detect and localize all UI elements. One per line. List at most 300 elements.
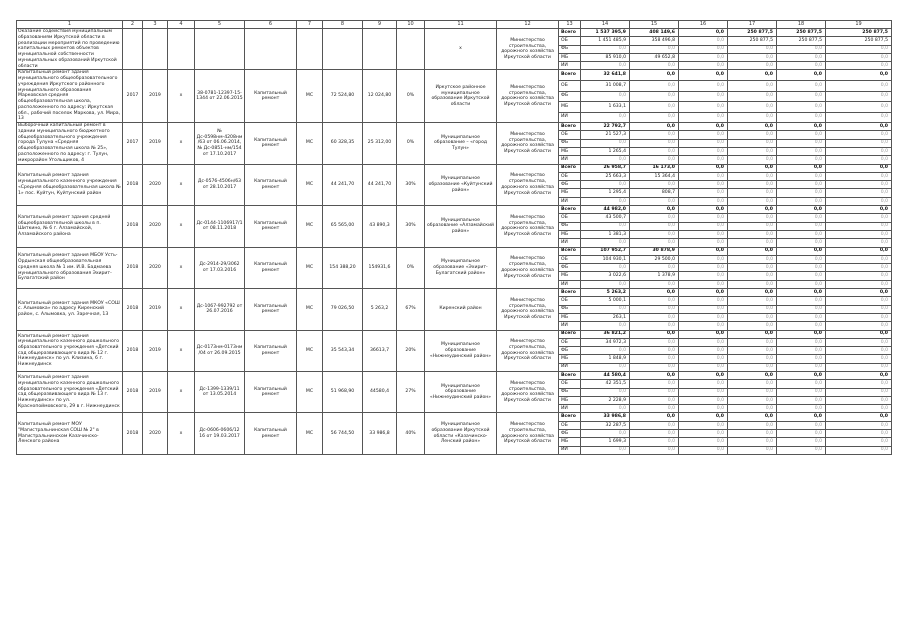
funding-amount-cell: 21 527,3 [581,131,630,139]
funding-amount-cell: 0,0 [777,388,826,396]
funding-source-label: Всего [559,206,581,214]
funding-amount-cell: 0,0 [728,289,777,297]
funding-amount-cell: 0,0 [826,272,892,280]
project-description: Оказание содействия муниципальным образованиям Иркутской области в реализации мероприятий по проведению капитальных ремонтов объектов муниципальной собственности муниципальных образований Иркутской области [17,29,123,70]
funding-amount-cell: 0,0 [826,430,892,438]
funding-amount-cell: 0,0 [777,355,826,363]
funding-amount-cell: 0,0 [777,45,826,53]
municipality: Муниципальное образование «Нижнеудинский район» [425,372,497,413]
funding-amount-cell: 0,0 [728,147,777,155]
funding-amount-cell: 0,0 [630,206,679,214]
ownership-form: МС [297,372,323,413]
readiness-percent: 27% [397,372,425,413]
funding-amount-cell: 0,0 [630,330,679,338]
column-number-cell: 5 [195,21,245,29]
funding-amount-cell: 808,7 [630,189,679,197]
funding-amount-cell: 0,0 [728,70,777,81]
funding-amount-cell: 250 877,5 [728,37,777,45]
funding-amount-cell: 0,0 [630,264,679,272]
estimated-cost: 51 968,90 [323,372,363,413]
funding-source-label: МБ [559,230,581,238]
funding-amount-cell: 5 000,1 [581,297,630,305]
funding-amount-cell: 0,0 [679,70,728,81]
funding-amount-cell: 0,0 [679,247,728,255]
work-type: Капитальный ремонт [245,289,297,330]
funding-amount-cell: 0,0 [826,355,892,363]
funding-amount-cell: 0,0 [679,123,728,131]
funding-amount-cell: 0,0 [826,305,892,313]
funding-amount-cell: 0,0 [679,172,728,180]
end-year: 2019 [143,330,168,371]
funding-amount-cell: 0,0 [679,139,728,147]
ownership-form: МС [297,123,323,164]
ownership-form [297,29,323,70]
estimated-cost: 35 543,34 [323,330,363,371]
funding-amount-cell: 0,0 [728,45,777,53]
funding-amount-cell: 0,0 [630,305,679,313]
funding-amount-cell: 0,0 [777,322,826,330]
ownership-form: МС [297,164,323,205]
work-type: Капитальный ремонт [245,413,297,454]
end-year: 2019 [143,123,168,164]
funding-amount-cell: 0,0 [728,446,777,454]
funding-amount-cell: 0,0 [777,272,826,280]
funding-amount-cell: 0,0 [630,222,679,230]
funding-amount-cell: 0,0 [630,112,679,123]
funding-amount-cell: 0,0 [826,330,892,338]
funding-amount-cell: 0,0 [679,131,728,139]
column-4-value: х [168,372,195,413]
table-row [17,164,892,172]
funding-amount-cell: 0,0 [679,405,728,413]
responsible-executor: Министерство строительства, дорожного хозяйства Иркутской области [497,330,559,371]
funding-amount-cell: 0,0 [728,322,777,330]
funding-amount-cell: 43 500,7 [581,214,630,222]
funding-source-label: ОБ [559,297,581,305]
funding-amount-cell: 0,0 [728,131,777,139]
table-row [17,70,892,81]
funding-amount-cell: 0,0 [728,388,777,396]
funding-amount-cell: 0,0 [728,438,777,446]
funding-amount-cell: 34 972,3 [581,338,630,346]
funding-amount-cell: 0,0 [728,81,777,92]
start-year: 2018 [123,164,143,205]
funding-amount-cell: 0,0 [777,405,826,413]
funding-source-label: Всего [559,372,581,380]
funding-amount-cell: 0,0 [826,396,892,404]
funding-amount-cell: 29 500,0 [630,255,679,263]
funding-amount-cell: 0,0 [826,62,892,70]
funding-amount-cell: 1 537 395,9 [581,29,630,37]
funding-amount-cell: 1 378,9 [630,272,679,280]
funding-amount-cell: 0,0 [679,29,728,37]
funding-amount-cell: 0,0 [581,112,630,123]
funding-amount-cell: 0,0 [826,313,892,321]
funding-amount-cell: 0,0 [679,53,728,61]
funding-amount-cell: 15 364,4 [630,172,679,180]
funding-amount-cell: 0,0 [777,446,826,454]
funding-amount-cell: 0,0 [777,206,826,214]
funding-amount-cell: 0,0 [826,53,892,61]
funding-amount-cell: 0,0 [581,446,630,454]
funding-amount-cell: 0,0 [581,347,630,355]
column-number-cell: 15 [630,21,679,29]
funding-amount-cell: 0,0 [728,380,777,388]
municipality: Муниципальное образование – «город Тулун» [425,123,497,164]
funding-amount-cell: 0,0 [630,396,679,404]
table-row [17,206,892,214]
funding-amount-cell: 0,0 [630,230,679,238]
responsible-executor: Министерство строительства, дорожного хозяйства Иркутской области [497,289,559,330]
funding-amount-cell: 0,0 [679,396,728,404]
remaining-cost: 33 986,8 [363,413,397,454]
remaining-cost: 12 024,80 [363,70,397,123]
funding-amount-cell: 0,0 [826,363,892,371]
funding-amount-cell: 42 351,5 [581,380,630,388]
municipality: Муниципальное образование «Нижнеудинский район» [425,330,497,371]
funding-amount-cell: 0,0 [679,322,728,330]
funding-amount-cell: 0,0 [630,363,679,371]
funding-amount-cell: 0,0 [728,156,777,164]
funding-amount-cell: 0,0 [679,338,728,346]
table-row [17,413,892,421]
funding-amount-cell: 0,0 [581,305,630,313]
funding-amount-cell: 0,0 [728,197,777,205]
column-4-value: х [168,289,195,330]
funding-amount-cell: 0,0 [826,297,892,305]
funding-amount-cell: 0,0 [679,37,728,45]
funding-amount-cell: 0,0 [630,239,679,247]
end-year: 2019 [143,70,168,123]
column-number-cell: 19 [826,21,892,29]
funding-amount-cell: 33 986,8 [581,413,630,421]
funding-source-label: МБ [559,355,581,363]
expertise-conclusion: 38-0781-12397-15-1344 от 22.06.2015 [195,70,245,123]
funding-source-label: ИИ [559,405,581,413]
column-number-cell: 18 [777,21,826,29]
responsible-executor: Министерство строительства, дорожного хозяйства Иркутской области [497,70,559,123]
funding-amount-cell: 0,0 [728,181,777,189]
funding-amount-cell: 0,0 [679,239,728,247]
column-4-value [168,29,195,70]
funding-source-label: МБ [559,102,581,113]
funding-amount-cell: 0,0 [826,421,892,429]
funding-amount-cell: 0,0 [630,214,679,222]
funding-amount-cell: 0,0 [679,181,728,189]
funding-source-label: Всего [559,247,581,255]
funding-source-label: ОБ [559,37,581,45]
column-number-cell: 7 [297,21,323,29]
funding-amount-cell: 0,0 [826,112,892,123]
funding-amount-cell: 0,0 [777,181,826,189]
project-description: Капитальный ремонт здания муниципального казенного дошкольного образовательного учреждения «Детский сад общеразвивающего вида № 12 г. Нижнеудинск» по ул. Клизина, 6 г. Нижнеудинск [17,330,123,371]
funding-amount-cell: 0,0 [630,405,679,413]
funding-amount-cell: 1 451 485,9 [581,37,630,45]
funding-amount-cell: 0,0 [581,280,630,288]
column-number-cell: 9 [363,21,397,29]
expertise-conclusion: Дс-0173нм-0173нм/04 от 26.09.2015 [195,330,245,371]
funding-amount-cell: 0,0 [826,372,892,380]
funding-source-label: ФБ [559,91,581,102]
funding-amount-cell: 0,0 [826,413,892,421]
readiness-percent: 20% [397,330,425,371]
table-row [17,330,892,338]
funding-amount-cell: 3 022,6 [581,272,630,280]
column-number-cell: 4 [168,21,195,29]
funding-amount-cell: 0,0 [728,222,777,230]
estimated-cost: 72 524,80 [323,70,363,123]
funding-amount-cell: 0,0 [826,45,892,53]
funding-source-label: ОБ [559,380,581,388]
funding-amount-cell: 0,0 [777,255,826,263]
funding-amount-cell: 0,0 [777,438,826,446]
funding-amount-cell: 0,0 [826,206,892,214]
funding-amount-cell: 0,0 [777,430,826,438]
funding-amount-cell: 0,0 [826,91,892,102]
funding-amount-cell: 0,0 [777,305,826,313]
start-year: 2018 [123,206,143,247]
funding-amount-cell: 0,0 [581,181,630,189]
funding-amount-cell: 5 263,2 [581,289,630,297]
funding-amount-cell: 0,0 [777,372,826,380]
funding-amount-cell: 0,0 [630,91,679,102]
estimated-cost: 154 388,20 [323,247,363,288]
table-row [17,29,892,37]
ownership-form: МС [297,206,323,247]
funding-amount-cell: 22 792,7 [581,123,630,131]
column-4-value: х [168,413,195,454]
funding-amount-cell: 0,0 [679,305,728,313]
funding-amount-cell: 0,0 [728,172,777,180]
funding-amount-cell: 0,0 [826,222,892,230]
funding-amount-cell: 0,0 [777,297,826,305]
funding-source-label: ИИ [559,280,581,288]
funding-amount-cell: 0,0 [728,330,777,338]
funding-amount-cell: 0,0 [826,230,892,238]
funding-source-label: ФБ [559,347,581,355]
funding-amount-cell: 0,0 [826,197,892,205]
start-year: 2017 [123,123,143,164]
funding-amount-cell: 0,0 [826,189,892,197]
funding-amount-cell: 0,0 [630,123,679,131]
readiness-percent: 0% [397,247,425,288]
readiness-percent [397,29,425,70]
funding-amount-cell: 0,0 [777,91,826,102]
funding-amount-cell: 0,0 [581,430,630,438]
column-number-cell: 14 [581,21,630,29]
funding-source-label: МБ [559,147,581,155]
funding-amount-cell: 408 149,6 [630,29,679,37]
funding-amount-cell: 1 295,4 [581,189,630,197]
funding-amount-cell: 0,0 [679,156,728,164]
column-4-value: х [168,206,195,247]
funding-amount-cell: 0,0 [630,289,679,297]
column-number-cell: 16 [679,21,728,29]
funding-amount-cell: 0,0 [581,239,630,247]
funding-amount-cell: 0,0 [630,347,679,355]
funding-source-label: ФБ [559,264,581,272]
end-year: 2020 [143,206,168,247]
funding-amount-cell: 0,0 [630,139,679,147]
funding-amount-cell: 0,0 [679,147,728,155]
funding-amount-cell: 32 287,5 [581,421,630,429]
funding-source-label: Всего [559,70,581,81]
funding-amount-cell: 0,0 [826,172,892,180]
funding-amount-cell: 0,0 [777,197,826,205]
end-year: 2020 [143,247,168,288]
funding-amount-cell: 0,0 [630,338,679,346]
work-type [245,29,297,70]
remaining-cost: 44580,4 [363,372,397,413]
work-type: Капитальный ремонт [245,330,297,371]
funding-source-label: Всего [559,330,581,338]
municipality: Киренский район [425,289,497,330]
funding-source-label: ИИ [559,446,581,454]
funding-amount-cell: 0,0 [728,297,777,305]
column-number-cell: 13 [559,21,581,29]
funding-amount-cell: 0,0 [777,156,826,164]
funding-source-label: ФБ [559,430,581,438]
funding-amount-cell: 0,0 [728,264,777,272]
project-description: Капитальный ремонт здания муниципального казенного учреждения «Средняя общеобразовательная школа № 1» пос. Куйтун, Куйтунский район [17,164,123,205]
funding-amount-cell: 0,0 [826,139,892,147]
funding-amount-cell: 1 848,9 [581,355,630,363]
start-year: 2018 [123,247,143,288]
column-4-value: х [168,70,195,123]
funding-amount-cell: 0,0 [581,156,630,164]
start-year: 2018 [123,413,143,454]
funding-amount-cell: 0,0 [728,372,777,380]
funding-amount-cell: 0,0 [777,102,826,113]
funding-amount-cell: 85 910,0 [581,53,630,61]
readiness-percent: 0% [397,123,425,164]
funding-amount-cell: 0,0 [777,247,826,255]
funding-amount-cell: 0,0 [777,214,826,222]
remaining-cost: 5 263,2 [363,289,397,330]
funding-amount-cell: 0,0 [728,255,777,263]
funding-amount-cell: 0,0 [679,272,728,280]
funding-amount-cell: 0,0 [679,289,728,297]
end-year: 2019 [143,289,168,330]
expertise-conclusion: Дс-1399-1339/11 от 13.05.2014 [195,372,245,413]
funding-source-label: ИИ [559,156,581,164]
funding-amount-cell: 0,0 [777,70,826,81]
ownership-form: МС [297,70,323,123]
estimated-cost: 79 026,50 [323,289,363,330]
work-type: Капитальный ремонт [245,70,297,123]
funding-amount-cell: 0,0 [630,131,679,139]
expertise-conclusion: Дс-0606-0606/12 16 от 19.03.2017 [195,413,245,454]
funding-amount-cell: 0,0 [777,112,826,123]
start-year: 2018 [123,330,143,371]
funding-amount-cell: 104 930,1 [581,255,630,263]
funding-source-label: ФБ [559,305,581,313]
funding-amount-cell: 0,0 [826,322,892,330]
funding-source-label: ИИ [559,322,581,330]
column-number-cell: 2 [123,21,143,29]
funding-amount-cell: 0,0 [581,45,630,53]
funding-source-label: ОБ [559,81,581,92]
expertise-conclusion: Дс-0144-1106917/1 от 08.11.2018 [195,206,245,247]
funding-amount-cell: 0,0 [679,45,728,53]
column-number-cell: 1 [17,21,123,29]
start-year: 2018 [123,372,143,413]
funding-amount-cell: 0,0 [630,413,679,421]
funding-source-label: ОБ [559,131,581,139]
column-number-row [17,21,892,29]
readiness-percent: 30% [397,206,425,247]
funding-amount-cell: 0,0 [728,405,777,413]
funding-amount-cell: 0,0 [777,164,826,172]
readiness-percent: 0% [397,70,425,123]
funding-amount-cell: 358 496,8 [630,37,679,45]
funding-amount-cell: 0,0 [679,214,728,222]
funding-amount-cell: 0,0 [728,62,777,70]
responsible-executor: Министерство строительства, дорожного хозяйства Иркутской области [497,247,559,288]
work-type: Капитальный ремонт [245,123,297,164]
funding-amount-cell: 0,0 [630,70,679,81]
funding-amount-cell: 0,0 [630,81,679,92]
funding-amount-cell: 0,0 [826,347,892,355]
funding-source-label: ФБ [559,388,581,396]
funding-amount-cell: 0,0 [679,91,728,102]
column-number-cell: 6 [245,21,297,29]
funding-amount-cell: 0,0 [581,405,630,413]
funding-amount-cell: 0,0 [581,264,630,272]
funding-amount-cell: 0,0 [679,62,728,70]
funding-amount-cell: 0,0 [630,102,679,113]
expertise-conclusion [195,29,245,70]
funding-amount-cell: 263,1 [581,313,630,321]
funding-amount-cell: 0,0 [679,230,728,238]
funding-amount-cell: 31 008,7 [581,81,630,92]
funding-amount-cell: 0,0 [630,45,679,53]
end-year: 2019 [143,372,168,413]
funding-source-label: ОБ [559,172,581,180]
funding-amount-cell: 0,0 [679,413,728,421]
ownership-form: МС [297,330,323,371]
funding-amount-cell: 0,0 [679,206,728,214]
funding-amount-cell: 0,0 [777,147,826,155]
funding-amount-cell: 0,0 [728,396,777,404]
funding-amount-cell: 250 877,5 [826,37,892,45]
column-4-value: х [168,247,195,288]
funding-amount-cell: 0,0 [630,313,679,321]
funding-amount-cell: 0,0 [581,91,630,102]
municipality: Муниципальное образование «Алзамайский район» [425,206,497,247]
funding-amount-cell: 0,0 [581,222,630,230]
funding-amount-cell: 0,0 [777,239,826,247]
expertise-conclusion: Дс-0576-4506н/63 от 28.10.2017 [195,164,245,205]
funding-amount-cell: 0,0 [728,413,777,421]
table-row [17,247,892,255]
work-type: Капитальный ремонт [245,247,297,288]
column-number-cell: 11 [425,21,497,29]
funding-amount-cell: 0,0 [777,289,826,297]
funding-amount-cell: 0,0 [679,438,728,446]
funding-amount-cell: 0,0 [777,396,826,404]
ownership-form: МС [297,247,323,288]
estimated-cost: 65 565,00 [323,206,363,247]
funding-amount-cell: 0,0 [826,380,892,388]
funding-amount-cell: 0,0 [679,189,728,197]
funding-amount-cell: 0,0 [728,230,777,238]
funding-amount-cell: 0,0 [728,139,777,147]
funding-source-label: МБ [559,313,581,321]
funding-amount-cell: 0,0 [777,53,826,61]
funding-source-label: ФБ [559,181,581,189]
funding-amount-cell: 0,0 [728,112,777,123]
